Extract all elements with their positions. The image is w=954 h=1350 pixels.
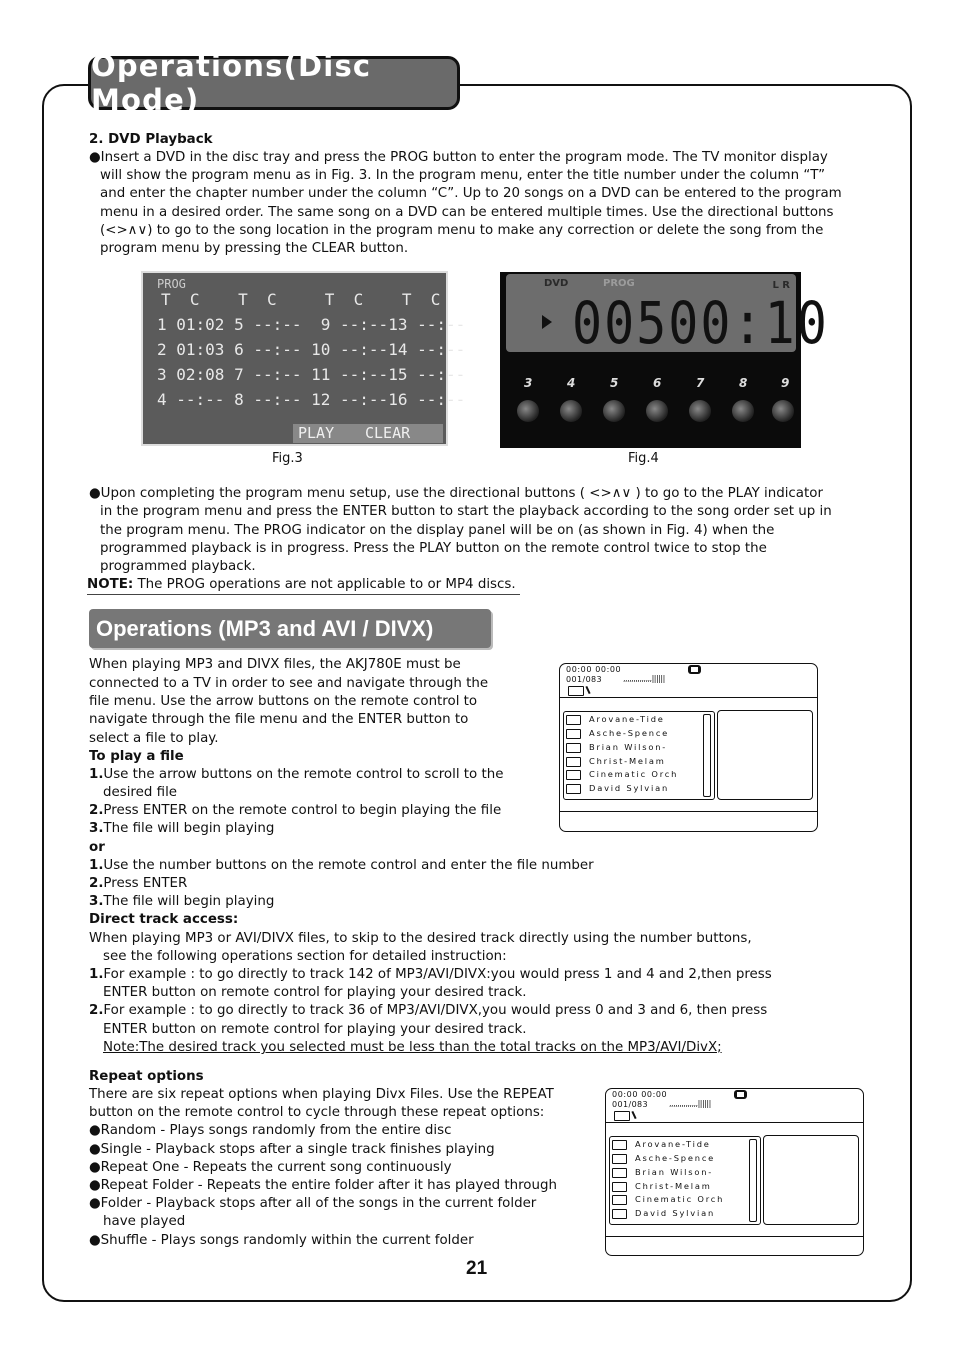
step-text: For example : to go directly to track 36 of MP3/AVI/DIVX,you would press 0 and 3 and 6, then press <box>103 1003 768 1018</box>
folder-icon <box>612 1209 627 1219</box>
scrollbar <box>749 1139 757 1222</box>
button-number: 7 <box>696 376 705 390</box>
folder-icon <box>566 743 581 753</box>
or-label: or <box>89 840 105 855</box>
fig3-row: 1 01:02 5 --:-- 9 --:--13 --:-- <box>157 315 466 334</box>
text-line: file menu. Use the arrow buttons on the remote control to <box>89 694 478 709</box>
file-list <box>563 711 715 800</box>
step <box>89 766 503 784</box>
step <box>103 1021 526 1039</box>
file-name: Cinematic Orch <box>635 1194 725 1204</box>
text-line: and enter the chapter number under the column “C”. Up to 20 songs on a DVD can be entered to the program <box>100 186 842 201</box>
step <box>89 857 594 875</box>
file-name: David Sylvian <box>589 783 670 793</box>
list-item: ●Repeat Folder - Repeats the entire folder after it has played through <box>89 1178 557 1193</box>
folder-icon <box>612 1154 627 1164</box>
step-text: ENTER button on remote control for playing your desired track. <box>103 985 527 1000</box>
divider <box>606 1236 863 1237</box>
button-number: 8 <box>739 376 748 390</box>
knob-icon <box>517 400 539 422</box>
step-num: 3. <box>89 894 104 909</box>
to-play-heading: To play a file <box>89 749 184 764</box>
lcd-dvd-indicator: DVD <box>544 278 569 289</box>
list-item <box>612 1194 724 1207</box>
list-item: ●Single - Playback stops after a single track finishes playing <box>89 1142 495 1157</box>
step <box>89 820 274 838</box>
file-name: Christ-Melam <box>589 756 666 766</box>
text-line: button on the remote control to cycle through these repeat options: <box>89 1105 545 1120</box>
text-line: menu in a desired order. The same song on a DVD can be entered multiple times. Use the directional buttons <box>100 205 834 220</box>
step-text: Press ENTER on the remote control to begin playing the file <box>103 803 502 818</box>
fig3-clear-label: CLEAR <box>365 424 411 442</box>
step-text: ENTER button on remote control for playing your desired track. <box>103 1022 527 1037</box>
knob-icon <box>732 400 754 422</box>
step <box>89 893 274 911</box>
step-num: 1. <box>89 767 104 782</box>
text-line: ●Upon completing the program menu setup, use the directional buttons ( <>∧∨ ) to go to the PLAY indicator <box>89 486 823 501</box>
button-number: 3 <box>524 376 533 390</box>
file-name: Arovane-Tide <box>635 1139 711 1149</box>
text-line: ●Insert a DVD in the disc tray and press the PROG button to enter the program mode. The TV monitor display <box>89 150 828 165</box>
direct-note: Note:The desired track you selected must be less than the total tracks on the MP3/AVI/DivX; <box>103 1040 722 1055</box>
step-text: Use the number buttons on the remote control and enter the file number <box>103 858 594 873</box>
fig3-button-bar <box>293 424 443 443</box>
fig3-row: 2 01:03 6 --:-- 10 --:--14 --:-- <box>157 340 466 359</box>
fig3-row: 3 02:08 7 --:-- 11 --:--15 --:-- <box>157 365 466 384</box>
text-line: select a file to play. <box>89 731 219 746</box>
step-num: 2. <box>89 803 104 818</box>
folder-icon <box>566 784 581 794</box>
media-icon <box>734 1090 747 1099</box>
note-label: NOTE: <box>87 577 134 592</box>
knob-icon <box>646 400 668 422</box>
scrollbar <box>703 714 711 797</box>
step-text: The file will begin playing <box>103 821 275 836</box>
fm-count: 001/083 <box>566 675 603 684</box>
button-number: 5 <box>610 376 619 390</box>
divider <box>560 811 817 812</box>
fig3-play-label: PLAY <box>298 424 335 442</box>
file-name: Asche-Spence <box>589 728 670 738</box>
step-text: Use the arrow buttons on the remote control to scroll to the <box>103 767 504 782</box>
knob-icon <box>772 400 794 422</box>
text-line: will show the program menu as in Fig. 3. In the program menu, enter the title number under the column “T” <box>100 168 826 183</box>
fig3-header: T C T C T C T C <box>161 290 441 309</box>
file-name: Brian Wilson- <box>589 742 668 752</box>
text-line: program menu by pressing the CLEAR button. <box>100 241 409 256</box>
fm-count: 001/083 <box>612 1100 649 1109</box>
mp3-section-heading: Operations (MP3 and AVI / DIVX) <box>89 609 491 648</box>
list-item <box>566 728 669 741</box>
lcd-display <box>506 274 829 357</box>
step-num: 1. <box>89 967 104 982</box>
folder-up-icon <box>614 1111 630 1121</box>
text-line: programmed playback. <box>100 559 256 574</box>
button-number: 4 <box>567 376 576 390</box>
lcd-digits: 00500:10 <box>572 290 829 357</box>
step-num: 1. <box>89 858 104 873</box>
folder-icon <box>612 1168 627 1178</box>
fm-level-meter: ,,,,,,,,,,,,,,|||||| <box>623 674 665 683</box>
direct-heading: Direct track access: <box>89 912 239 927</box>
file-name: Brian Wilson- <box>635 1167 714 1177</box>
file-name: David Sylvian <box>635 1208 716 1218</box>
step-text: desired file <box>103 785 178 800</box>
fig3-title: PROG <box>157 277 186 291</box>
fm-time: 00:00 00:00 <box>612 1090 668 1099</box>
button-number: 9 <box>781 376 790 390</box>
text-line: When playing MP3 or AVI/DIVX files, to skip to the desired track directly using the number buttons, <box>89 931 752 946</box>
step <box>89 1002 767 1020</box>
folder-icon <box>566 770 581 780</box>
list-item <box>566 714 665 727</box>
fig4-caption: Fig.4 <box>628 451 659 466</box>
text-line: see the following operations section for detailed instruction: <box>103 949 507 964</box>
list-item <box>612 1153 715 1166</box>
lcd-lr-indicator: L R <box>772 280 790 291</box>
media-icon <box>688 665 701 674</box>
file-name: Christ-Melam <box>635 1181 712 1191</box>
file-list <box>609 1136 761 1225</box>
dvd-note <box>87 576 520 595</box>
list-item <box>566 769 678 782</box>
play-triangle-icon <box>542 315 552 329</box>
list-item <box>612 1167 713 1180</box>
step <box>89 802 501 820</box>
step-text: For example : to go directly to track 142 of MP3/AVI/DIVX:you would press 1 and 4 and 2,then press <box>103 967 772 982</box>
divider <box>560 697 817 698</box>
list-item: ●Shuffle - Plays songs randomly within the current folder <box>89 1233 474 1248</box>
text-line: There are six repeat options when playing Divx Files. Use the REPEAT <box>89 1087 554 1102</box>
list-item: ●Random - Plays songs randomly from the entire disc <box>89 1123 452 1138</box>
text-line: When playing MP3 and DIVX files, the AKJ780E must be <box>89 657 461 672</box>
folder-icon <box>566 757 581 767</box>
list-item <box>566 756 666 769</box>
knob-icon <box>560 400 582 422</box>
list-item <box>612 1181 712 1194</box>
step-num: 2. <box>89 1003 104 1018</box>
preview-pane <box>763 1135 859 1225</box>
list-item <box>566 742 667 755</box>
folder-icon <box>612 1195 627 1205</box>
step-num: 3. <box>89 821 104 836</box>
fig3-row: 4 --:-- 8 --:-- 12 --:--16 --:-- <box>157 390 466 409</box>
file-menu-illustration <box>605 1088 864 1256</box>
fm-time: 00:00 00:00 <box>566 665 622 674</box>
dvd-heading: 2. DVD Playback <box>89 132 213 147</box>
fm-level-meter: ,,,,,,,,,,,,,,|||||| <box>669 1099 711 1108</box>
file-name: Asche-Spence <box>635 1153 716 1163</box>
step-num: 2. <box>89 876 104 891</box>
folder-icon <box>566 729 581 739</box>
preview-pane <box>717 710 813 800</box>
list-item <box>612 1139 711 1152</box>
note-text: The PROG operations are not applicable to or MP4 discs. <box>133 577 516 592</box>
text-line: (<>∧∨) to go to the song location in the program menu to make any correction or delete the song from the <box>100 223 824 238</box>
folder-up-icon <box>568 686 584 696</box>
lcd-prog-indicator: PROG <box>603 278 635 289</box>
folder-icon <box>612 1182 627 1192</box>
button-number: 6 <box>653 376 662 390</box>
list-item: ●Repeat One - Repeats the current song continuously <box>89 1160 452 1175</box>
list-item: have played <box>103 1214 186 1229</box>
step-text: The file will begin playing <box>103 894 275 909</box>
divider <box>606 1122 863 1123</box>
text-line: the program menu. The PROG indicator on the display panel will be on (as shown in Fig. 4) when the <box>100 523 775 538</box>
knob-icon <box>603 400 625 422</box>
fig3-caption: Fig.3 <box>272 451 303 466</box>
folder-icon <box>566 715 581 725</box>
text-line: programmed playback is in progress. Press the PLAY button on the remote control twice to stop the <box>100 541 767 556</box>
knob-icon <box>689 400 711 422</box>
repeat-heading: Repeat options <box>89 1069 204 1084</box>
list-item <box>566 783 669 796</box>
step <box>103 984 526 1002</box>
step <box>89 966 772 984</box>
step <box>89 875 187 893</box>
fig4-display-panel-photo <box>500 272 829 448</box>
text-line: navigate through the file menu and the ENTER button to <box>89 712 469 727</box>
folder-icon <box>612 1140 627 1150</box>
list-item <box>612 1208 715 1221</box>
page-number: 21 <box>466 1258 488 1279</box>
step-text: Press ENTER <box>103 876 188 891</box>
list-item: ●Folder - Playback stops after all of the songs in the current folder <box>89 1196 537 1211</box>
file-menu-illustration <box>559 663 818 832</box>
file-name: Cinematic Orch <box>589 769 679 779</box>
file-name: Arovane-Tide <box>589 714 665 724</box>
fig3-program-menu-photo <box>141 271 466 446</box>
text-line: in the program menu and press the ENTER button to start the playback according to the song order set up in <box>100 504 832 519</box>
page-title: Operations(Disc Mode) <box>88 56 460 110</box>
text-line: connected to a TV in order to see and navigate through the <box>89 676 489 691</box>
step <box>103 784 177 802</box>
